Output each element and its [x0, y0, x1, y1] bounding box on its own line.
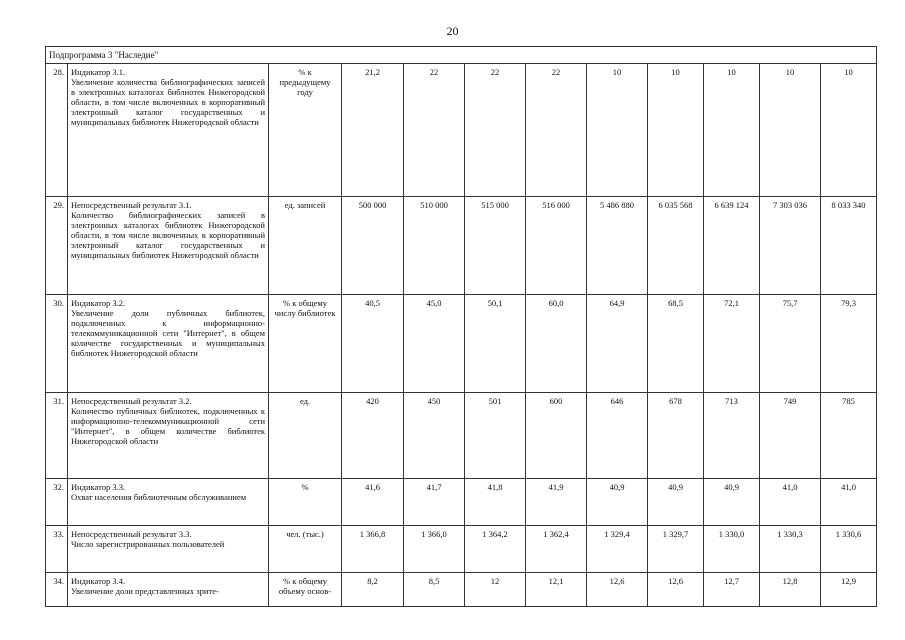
row-value: 1 366,0: [404, 526, 465, 573]
row-number: 33.: [46, 526, 68, 573]
row-value: 10: [821, 64, 877, 197]
row-value: 60,0: [526, 295, 587, 393]
row-value: 41,7: [404, 479, 465, 526]
row-number: 31.: [46, 393, 68, 479]
row-value: 40,9: [704, 479, 760, 526]
row-description: [68, 526, 269, 573]
row-value: 450: [404, 393, 465, 479]
row-value: 12,9: [821, 573, 877, 607]
row-value: 510 000: [404, 197, 465, 295]
row-description: [68, 573, 269, 607]
row-value: 6 035 568: [648, 197, 704, 295]
row-unit: ед. записей: [269, 197, 342, 295]
row-value: 600: [526, 393, 587, 479]
row-value: 22: [465, 64, 526, 197]
row-value: 64,9: [587, 295, 648, 393]
row-value: 72,1: [704, 295, 760, 393]
row-value: 7 303 036: [760, 197, 821, 295]
row-unit: %: [269, 479, 342, 526]
row-value: 40,9: [648, 479, 704, 526]
table-row: [46, 295, 877, 393]
row-value: 515 000: [465, 197, 526, 295]
table-row: [46, 573, 877, 607]
row-value: 5 486 880: [587, 197, 648, 295]
row-value: 10: [648, 64, 704, 197]
row-value: 713: [704, 393, 760, 479]
row-unit: % к общему объему основ-: [269, 573, 342, 607]
table-row: [46, 393, 877, 479]
row-value: 79,3: [821, 295, 877, 393]
row-value: 41,0: [760, 479, 821, 526]
row-value: 75,7: [760, 295, 821, 393]
subprogram-title: Подпрограмма 3 "Наследие": [46, 47, 877, 64]
row-description: [68, 64, 269, 197]
row-value: 8 033 340: [821, 197, 877, 295]
row-value: 6 639 124: [704, 197, 760, 295]
row-value: 8,2: [342, 573, 404, 607]
row-unit: ед.: [269, 393, 342, 479]
row-value: 749: [760, 393, 821, 479]
row-value: 12,1: [526, 573, 587, 607]
row-unit: % к общему числу библиотек: [269, 295, 342, 393]
row-value: 501: [465, 393, 526, 479]
row-value: 420: [342, 393, 404, 479]
row-value: 21,2: [342, 64, 404, 197]
row-value: 41,9: [526, 479, 587, 526]
row-value: 1 366,8: [342, 526, 404, 573]
row-value: 8,5: [404, 573, 465, 607]
row-value: 1 330,6: [821, 526, 877, 573]
row-description: [68, 197, 269, 295]
row-description: [68, 479, 269, 526]
row-text: Количество публичных библиотек, подключенных к информационно-телекоммуникационной сети "Интернет", в общем количестве библиотек Нижегородской области: [71, 406, 265, 446]
row-title: Индикатор 3.3.: [71, 482, 126, 492]
row-text: Количество библиографических записей в электронных каталогах библиотек Нижегородской области, в том числе включенных в корпоративный электронный каталог государственных и муниципальных библиотек Нижегородской области: [71, 210, 265, 260]
row-value: 516 000: [526, 197, 587, 295]
row-value: 646: [587, 393, 648, 479]
row-title: Индикатор 3.1.: [71, 67, 126, 77]
subprogram-row: [46, 47, 877, 64]
row-value: 12,7: [704, 573, 760, 607]
row-value: 1 330,3: [760, 526, 821, 573]
table-row: [46, 479, 877, 526]
row-value: 40,5: [342, 295, 404, 393]
table-row: [46, 526, 877, 573]
row-value: 12,6: [587, 573, 648, 607]
row-number: 32.: [46, 479, 68, 526]
row-description: [68, 295, 269, 393]
row-value: 500 000: [342, 197, 404, 295]
row-value: 12: [465, 573, 526, 607]
row-value: 1 330,0: [704, 526, 760, 573]
row-number: 29.: [46, 197, 68, 295]
row-value: 41,6: [342, 479, 404, 526]
row-text: Охват населения библиотечным обслуживанием: [71, 492, 247, 502]
row-value: 785: [821, 393, 877, 479]
row-unit: чел. (тыс.): [269, 526, 342, 573]
row-value: 12,6: [648, 573, 704, 607]
row-title: Непосредственный результат 3.3.: [71, 529, 192, 539]
row-value: 1 364,2: [465, 526, 526, 573]
page-number: 20: [446, 24, 459, 38]
row-value: 50,1: [465, 295, 526, 393]
row-unit: % к предыдущему году: [269, 64, 342, 197]
row-value: 1 329,4: [587, 526, 648, 573]
row-value: 68,5: [648, 295, 704, 393]
row-text: Увеличение доли публичных библиотек, подключенных к информационно-телекоммуникационной сети "Интернет", в общем количестве государственных и муниципальных библиотек Нижегородской области: [71, 308, 265, 358]
row-title: Индикатор 3.4.: [71, 576, 126, 586]
table-row: [46, 197, 877, 295]
row-value: 40,9: [587, 479, 648, 526]
row-value: 45,0: [404, 295, 465, 393]
row-value: 10: [760, 64, 821, 197]
row-value: 678: [648, 393, 704, 479]
row-number: 28.: [46, 64, 68, 197]
row-value: 41,0: [821, 479, 877, 526]
row-number: 34.: [46, 573, 68, 607]
row-title: Непосредственный результат 3.2.: [71, 396, 192, 406]
row-title: Индикатор 3.2.: [71, 298, 126, 308]
row-value: 41,8: [465, 479, 526, 526]
row-text: Увеличение количества библиографических записей в электронных каталогах библиотек Нижегородской области, в том числе включенных в корпоративный электронный каталог государственных и муниципальных библиотек Нижегородской области: [71, 77, 265, 127]
table-row: [46, 64, 877, 197]
row-value: 10: [587, 64, 648, 197]
row-text: Число зарегистрированных пользователей: [71, 539, 225, 549]
row-value: 10: [704, 64, 760, 197]
row-number: 30.: [46, 295, 68, 393]
row-value: 22: [404, 64, 465, 197]
indicators-table: [45, 46, 877, 607]
row-title: Непосредственный результат 3.1.: [71, 200, 192, 210]
row-text: Увеличение доли представленных зрите-: [71, 586, 219, 596]
row-value: 1 329,7: [648, 526, 704, 573]
row-value: 12,8: [760, 573, 821, 607]
row-value: 1 362,4: [526, 526, 587, 573]
row-description: [68, 393, 269, 479]
row-value: 22: [526, 64, 587, 197]
